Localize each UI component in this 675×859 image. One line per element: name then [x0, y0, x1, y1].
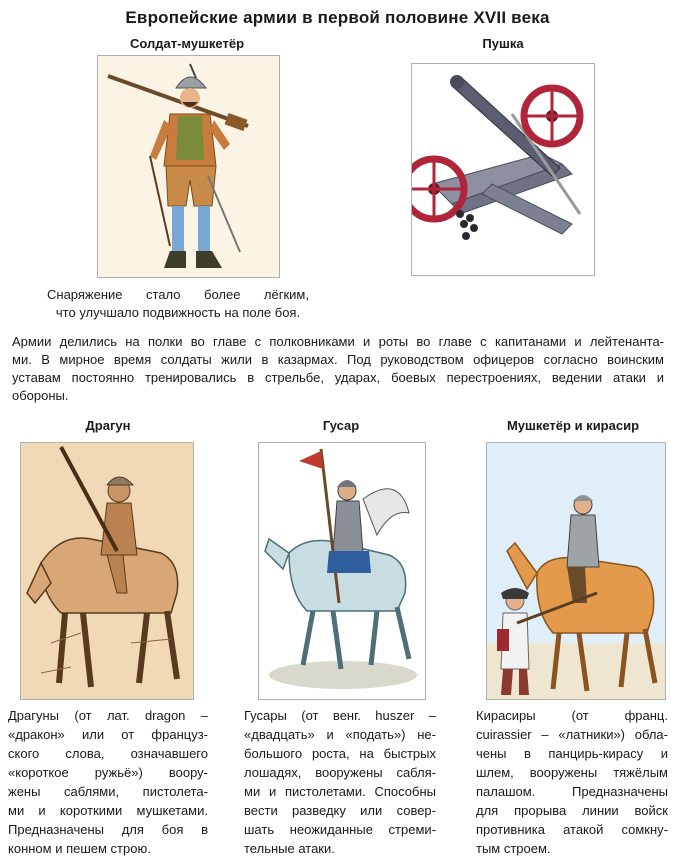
cuirassier-line-8: тым строем.	[476, 841, 551, 856]
dragoon-illustration	[20, 442, 194, 700]
dragoon-line-8: конном и пешем строю.	[8, 841, 151, 856]
dragoon-description	[8, 706, 208, 858]
cuirassier-line-1: Кирасиры (от франц.	[476, 708, 668, 723]
hussar-line-2: «двадцать» и «подать») не-	[244, 727, 436, 742]
cuirassier-description	[476, 706, 668, 858]
dragoon-line-2: «дракон» или от француз-	[8, 727, 208, 742]
cuirassier-line-4: шлем, вооружены тяжёлым	[476, 765, 668, 780]
musketeer-note	[47, 286, 309, 322]
paragraph-line-1: Армии делились на полки во главе с полковниками и роты во главе с капитанами и лейтенанта-	[12, 334, 664, 349]
musketeer-note-line-2: что улучшало подвижность на поле боя.	[55, 305, 301, 320]
dragoon-line-3: ского слова, означавшего	[8, 746, 208, 761]
dragoon-line-6: ми и короткими мушкетами.	[8, 803, 208, 818]
cannon-illustration	[411, 63, 595, 276]
paragraph-line-4: обороны.	[12, 388, 69, 403]
dragoon-line-5: жены саблями, пистолета-	[8, 784, 208, 799]
dragoon-line-4: «короткое ружьё») воору-	[8, 765, 208, 780]
hussar-line-4: лошадях, вооружены сабля-	[244, 765, 436, 780]
cannon-caption: Пушка	[482, 36, 524, 51]
cuirassier-line-3: чены в панцирь-кирасу и	[476, 746, 668, 761]
hussar-caption: Гусар	[322, 418, 360, 433]
cuirassier-line-5: палашом. Предназначены	[476, 784, 668, 799]
dragoon-line-7: Предназначены для боя в	[8, 822, 208, 837]
hussar-description	[244, 706, 436, 858]
cuirassier-line-6: для прорыва линии войск	[476, 803, 668, 818]
dragoon-line-1: Драгуны (от лат. dragon –	[8, 708, 208, 723]
hussar-line-7: шать неожиданные стреми-	[244, 822, 436, 837]
musketeer-illustration	[97, 55, 280, 278]
cuirassier-caption: Мушкетёр и кирасир	[506, 418, 640, 433]
musketeer-caption: Солдат-мушкетёр	[129, 36, 245, 51]
hussar-line-6: вести разведку или совер-	[244, 803, 436, 818]
paragraph-line-2: ми. В мирное время солдаты жили в казармах. Под руководством офицеров согласно воинским	[12, 352, 664, 367]
cuirassier-line-7: противника атакой сомкну-	[476, 822, 668, 837]
dragoon-caption: Драгун	[85, 418, 131, 433]
hussar-line-8: тельные атаки.	[244, 841, 335, 856]
hussar-line-1: Гусары (от венг. huszer –	[244, 708, 436, 723]
army-paragraph	[12, 333, 664, 405]
paragraph-line-3: уставам постоянно тренировались в стрельбе, ударах, боевых перестроениях, ведении атаки и	[12, 370, 664, 385]
cuirassier-illustration	[486, 442, 666, 700]
cuirassier-line-2: cuirassier – «латники») обла-	[476, 727, 668, 742]
hussar-illustration	[258, 442, 426, 700]
musketeer-note-line-1: Снаряжение стало более лёгким,	[47, 287, 309, 302]
hussar-line-3: большого роста, на быстрых	[244, 746, 436, 761]
page-title: Европейские армии в первой половине XVII века	[125, 8, 550, 27]
hussar-line-5: ми и пистолетами. Способны	[244, 784, 436, 799]
